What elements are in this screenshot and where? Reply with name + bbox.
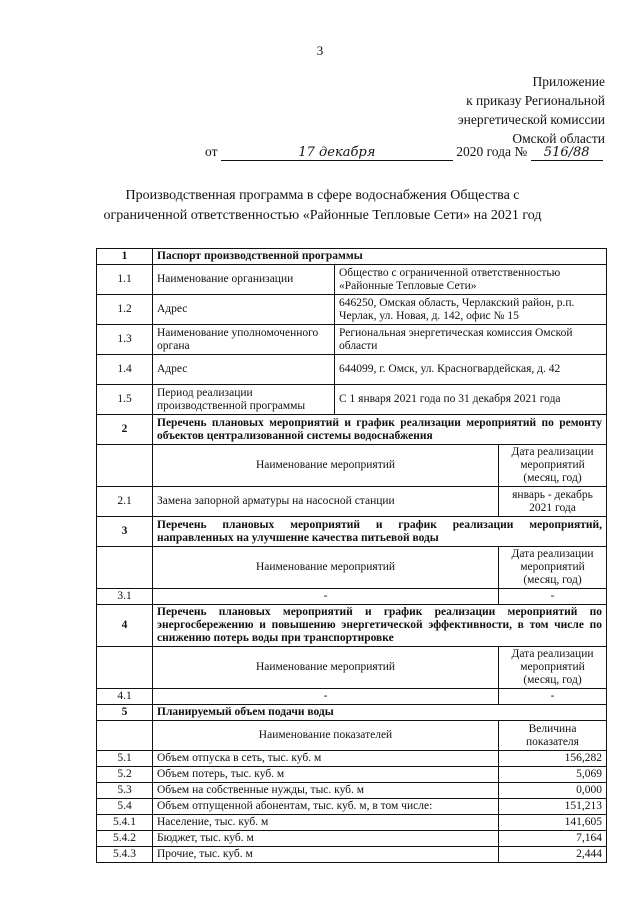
row-name: -	[153, 589, 499, 605]
production-program-table	[96, 248, 607, 863]
appendix-line: Омской области	[512, 131, 605, 146]
table-row	[97, 831, 607, 847]
section-title: Планируемый объем подачи воды	[153, 705, 607, 721]
row-value: 0,000	[499, 783, 607, 799]
table-row	[97, 847, 607, 863]
table-row	[97, 295, 607, 325]
row-name: -	[153, 689, 499, 705]
column-header-name: Наименование мероприятий	[153, 445, 499, 487]
table-row	[97, 783, 607, 799]
empty-cell	[97, 445, 153, 487]
column-header-row	[97, 547, 607, 589]
title-line: ограниченной ответственностью «Районные Тепловые Сети» на 2021 год	[103, 208, 542, 223]
order-number-field: 516/88	[531, 146, 603, 161]
row-name: Прочие, тыс. куб. м	[153, 847, 499, 863]
empty-cell	[97, 721, 153, 751]
row-number: 4.1	[97, 689, 153, 705]
section-header-row	[97, 705, 607, 721]
column-header-value: Величина показателя	[499, 721, 607, 751]
table-row	[97, 385, 607, 415]
section-title: Перечень плановых мероприятий и график реализации мероприятий по энергосбережению и повышению энергетической эффективности, в том числе по снижению потерь воды при транспортировке	[153, 605, 607, 647]
row-value: 7,164	[499, 831, 607, 847]
row-name: Объем отпущенной абонентам, тыс. куб. м, в том числе:	[153, 799, 499, 815]
row-label: Наименование организации	[153, 265, 335, 295]
section-header-row	[97, 517, 607, 547]
order-year-label: 2020 года №	[456, 144, 528, 159]
row-date: -	[499, 589, 607, 605]
row-value: Региональная энергетическая комиссия Омской области	[335, 325, 607, 355]
row-date: январь - декабрь 2021 года	[499, 487, 607, 517]
section-number: 1	[97, 249, 153, 265]
row-number: 5.4.2	[97, 831, 153, 847]
row-number: 1.5	[97, 385, 153, 415]
row-name: Объем на собственные нужды, тыс. куб. м	[153, 783, 499, 799]
row-number: 5.2	[97, 767, 153, 783]
row-name: Объем потерь, тыс. куб. м	[153, 767, 499, 783]
column-header-row	[97, 647, 607, 689]
section-number: 2	[97, 415, 153, 445]
row-number: 1.2	[97, 295, 153, 325]
column-header-row	[97, 721, 607, 751]
section-number: 5	[97, 705, 153, 721]
title-line: Производственная программа в сфере водоснабжения Общества с	[125, 188, 520, 203]
row-label: Наименование уполномоченного органа	[153, 325, 335, 355]
table-row	[97, 355, 607, 385]
row-number: 5.4.1	[97, 815, 153, 831]
appendix-line: энергетической комиссии	[457, 112, 605, 127]
column-header-name: Наименование показателей	[153, 721, 499, 751]
row-value: 141,605	[499, 815, 607, 831]
section-number: 3	[97, 517, 153, 547]
table-row	[97, 799, 607, 815]
column-header-date: Дата реализации мероприятий (месяц, год)	[499, 445, 607, 487]
row-value: С 1 января 2021 года по 31 декабря 2021 года	[335, 385, 607, 415]
row-number: 1.1	[97, 265, 153, 295]
row-number: 1.3	[97, 325, 153, 355]
order-from-label: от	[205, 144, 218, 159]
section-title: Перечень плановых мероприятий и график реализации мероприятий, направленных на улучшение качества питьевой воды	[153, 517, 607, 547]
column-header-row	[97, 445, 607, 487]
table-row	[97, 689, 607, 705]
row-number: 3.1	[97, 589, 153, 605]
row-number: 5.4.3	[97, 847, 153, 863]
order-line	[205, 144, 603, 161]
row-value: 644099, г. Омск, ул. Красногвардейская, д. 42	[335, 355, 607, 385]
section-number: 4	[97, 605, 153, 647]
empty-cell	[97, 647, 153, 689]
column-header-date: Дата реализации мероприятий (месяц, год)	[499, 547, 607, 589]
column-header-name: Наименование мероприятий	[153, 547, 499, 589]
order-date-field: 17 декабря	[221, 146, 453, 161]
row-name: Бюджет, тыс. куб. м	[153, 831, 499, 847]
row-number: 5.1	[97, 751, 153, 767]
table-row	[97, 767, 607, 783]
section-title: Перечень плановых мероприятий и график реализации мероприятий по ремонту объектов централизованной системы водоснабжения	[153, 415, 607, 445]
section-header-row	[97, 415, 607, 445]
table-row	[97, 265, 607, 295]
column-header-date: Дата реализации мероприятий (месяц, год)	[499, 647, 607, 689]
row-value: Общество с ограниченной ответственностью «Районные Тепловые Сети»	[335, 265, 607, 295]
row-value: 151,213	[499, 799, 607, 815]
row-value: 646250, Омская область, Черлакский район, р.п. Черлак, ул. Новая, д. 142, офис № 15	[335, 295, 607, 325]
row-value: 2,444	[499, 847, 607, 863]
row-number: 2.1	[97, 487, 153, 517]
row-number: 5.4	[97, 799, 153, 815]
appendix-line: Приложение	[532, 74, 605, 89]
row-number: 1.4	[97, 355, 153, 385]
empty-cell	[97, 547, 153, 589]
row-label: Адрес	[153, 355, 335, 385]
row-number: 5.3	[97, 783, 153, 799]
section-title: Паспорт производственной программы	[153, 249, 607, 265]
table-row	[97, 589, 607, 605]
table-row	[97, 487, 607, 517]
section-header-row	[97, 605, 607, 647]
table-row	[97, 751, 607, 767]
row-label: Период реализации производственной программы	[153, 385, 335, 415]
row-label: Адрес	[153, 295, 335, 325]
page-number: 3	[316, 43, 324, 58]
section-header-row	[97, 249, 607, 265]
appendix-header	[458, 72, 605, 148]
row-value: 156,282	[499, 751, 607, 767]
table-row	[97, 815, 607, 831]
row-name: Замена запорной арматуры на насосной станции	[153, 487, 499, 517]
row-date: -	[499, 689, 607, 705]
document-title	[90, 186, 555, 226]
row-value: 5,069	[499, 767, 607, 783]
row-name: Население, тыс. куб. м	[153, 815, 499, 831]
row-name: Объем отпуска в сеть, тыс. куб. м	[153, 751, 499, 767]
appendix-line: к приказу Региональной	[466, 93, 605, 108]
table-row	[97, 325, 607, 355]
column-header-name: Наименование мероприятий	[153, 647, 499, 689]
